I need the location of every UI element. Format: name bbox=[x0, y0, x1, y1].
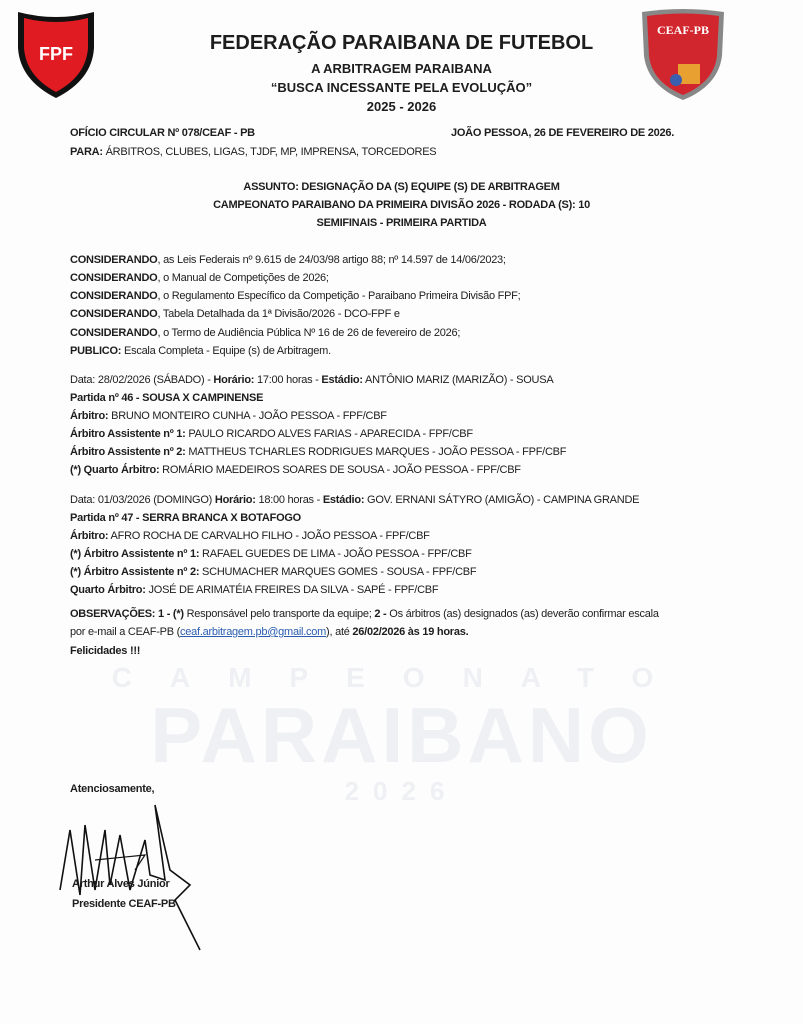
closing: Atenciosamente, bbox=[70, 783, 155, 795]
para-line: PARA: ÁRBITROS, CLUBES, LIGAS, TJDF, MP, IMPRENSA, TORCEDORES bbox=[70, 146, 437, 158]
felicidades: Felicidades !!! bbox=[70, 645, 141, 657]
considerando-line: CONSIDERANDO, as Leis Federais nº 9.615 de 24/03/98 artigo 88; nº 14.597 de 14/06/2023; bbox=[70, 254, 506, 266]
signer-role: Presidente CEAF-PB bbox=[72, 898, 176, 910]
oficio-number: OFÍCIO CIRCULAR Nº 078/CEAF - PB bbox=[70, 127, 255, 139]
considerando-line: CONSIDERANDO, o Termo de Audiência Pública Nº 16 de 26 de fevereiro de 2026; bbox=[70, 327, 461, 339]
watermark-top: CAMPEONATO bbox=[111, 662, 692, 693]
watermark-year: 2026 bbox=[344, 776, 459, 806]
subtitle-2: “BUSCA INCESSANTE PELA EVOLUÇÃO” bbox=[270, 80, 533, 95]
years: 2025 - 2026 bbox=[366, 99, 437, 114]
svg-text:FPF: FPF bbox=[39, 44, 73, 64]
match-2-partida: Partida nº 47 - SERRA BRANCA X BOTAFOGO bbox=[70, 512, 301, 524]
assunto-1: ASSUNTO: DESIGNAÇÃO DA (S) EQUIPE (S) DE ARBITRAGEM bbox=[243, 181, 560, 193]
official-line: (*) Árbitro Assistente nº 2: SCHUMACHER MARQUES GOMES - SOUSA - FPF/CBF bbox=[70, 566, 477, 578]
official-line: (*) Quarto Árbitro: ROMÁRIO MAEDEIROS SOARES DE SOUSA - JOÃO PESSOA - FPF/CBF bbox=[70, 464, 521, 476]
observacoes-line-1: OBSERVAÇÕES: 1 - (*) Responsável pelo transporte da equipe; 2 - Os árbitros (as) designados (as) deverão confirmar escala bbox=[70, 608, 659, 620]
publico-line: PUBLICO: Escala Completa - Equipe (s) de Arbitragem. bbox=[70, 345, 331, 357]
org-title: FEDERAÇÃO PARAIBANA DE FUTEBOL bbox=[209, 32, 594, 54]
considerando-line: CONSIDERANDO, Tabela Detalhada da 1ª Divisão/2026 - DCO-FPF e bbox=[70, 308, 400, 320]
subtitle-1: A ARBITRAGEM PARAIBANA bbox=[311, 61, 492, 76]
official-line: Árbitro: BRUNO MONTEIRO CUNHA - JOÃO PESSOA - FPF/CBF bbox=[70, 410, 387, 422]
observacoes-line-2: por e-mail a CEAF-PB (ceaf.arbitragem.pb@gmail.com), até 26/02/2026 às 19 horas. bbox=[70, 626, 469, 638]
svg-text:CEAF-PB: CEAF-PB bbox=[657, 23, 709, 37]
assunto-2: CAMPEONATO PARAIBANO DA PRIMEIRA DIVISÃO 2026 - RODADA (S): 10 bbox=[213, 199, 590, 211]
date-line: JOÃO PESSOA, 26 DE FEVEREIRO DE 2026. bbox=[451, 127, 675, 139]
assunto-3: SEMIFINAIS - PRIMEIRA PARTIDA bbox=[316, 217, 487, 229]
official-line: (*) Árbitro Assistente nº 1: RAFAEL GUEDES DE LIMA - JOÃO PESSOA - FPF/CBF bbox=[70, 548, 472, 560]
official-line: Árbitro Assistente nº 2: MATTHEUS TCHARLES RODRIGUES MARQUES - JOÃO PESSOA - FPF/CBF bbox=[70, 446, 567, 458]
signer-name: Arthur Alves Júnior bbox=[72, 878, 170, 890]
considerando-line: CONSIDERANDO, o Manual de Competições de 2026; bbox=[70, 272, 329, 284]
considerando-line: CONSIDERANDO, o Regulamento Específico da Competição - Paraibano Primeira Divisão FPF; bbox=[70, 290, 521, 302]
email-link[interactable]: ceaf.arbitragem.pb@gmail.com bbox=[180, 626, 327, 638]
official-line: Quarto Árbitro: JOSÉ DE ARIMATÉIA FREIRES DA SILVA - SAPÉ - FPF/CBF bbox=[70, 584, 439, 596]
match-1-partida: Partida nº 46 - SOUSA X CAMPINENSE bbox=[70, 392, 264, 404]
official-line: Árbitro Assistente nº 1: PAULO RICARDO ALVES FARIAS - APARECIDA - FPF/CBF bbox=[70, 428, 473, 440]
official-line: Árbitro: AFRO ROCHA DE CARVALHO FILHO - JOÃO PESSOA - FPF/CBF bbox=[70, 530, 430, 542]
match-2-info: Data: 01/03/2026 (DOMINGO) Horário: 18:00 horas - Estádio: GOV. ERNANI SÁTYRO (AMIGÃO) - CAMPINA GRANDE bbox=[70, 494, 640, 506]
match-1-info: Data: 28/02/2026 (SÁBADO) - Horário: 17:00 horas - Estádio: ANTÔNIO MARIZ (MARIZÃO) - SOUSA bbox=[70, 374, 554, 386]
watermark-main: PARAIBANO bbox=[150, 691, 653, 779]
